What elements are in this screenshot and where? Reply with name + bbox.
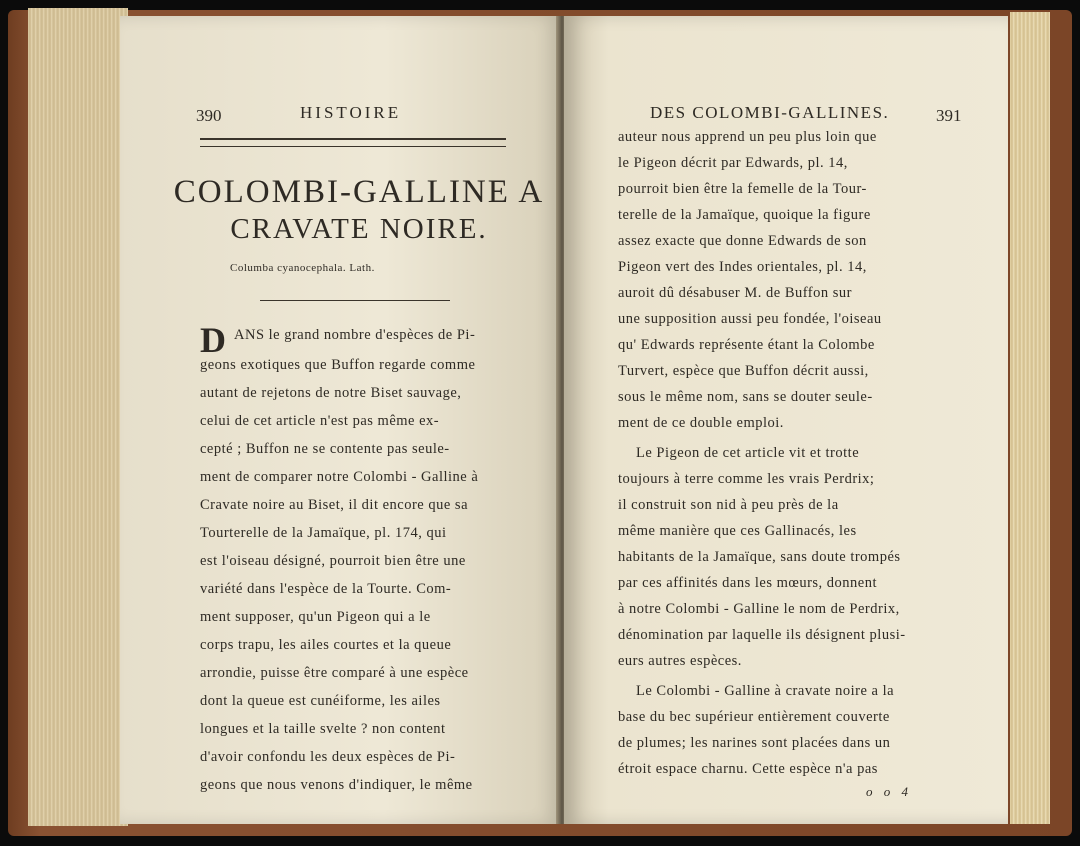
text-line: à notre Colombi - Galline le nom de Perdrix, — [618, 601, 900, 617]
left-page-edges — [28, 8, 128, 826]
text-line: geons exotiques que Buffon regarde comme — [200, 357, 476, 373]
text-line: par ces affinités dans les mœurs, donnent — [618, 575, 878, 591]
text-line: Cravate noire au Biset, il dit encore que sa — [200, 497, 469, 513]
header-rule-top — [200, 138, 506, 140]
text-line: variété dans l'espèce de la Tourte. Com- — [200, 581, 452, 597]
drop-cap: D — [200, 320, 226, 360]
chapter-title-line2: CRAVATE NOIRE. — [230, 213, 488, 245]
text-line: ANS le grand nombre d'espèces de Pi- — [234, 327, 476, 343]
text-line: auroit dû désabuser M. de Buffon sur — [618, 285, 852, 301]
text-line: Le Colombi - Galline à cravate noire a la — [636, 683, 895, 699]
right-page — [564, 16, 1008, 824]
text-line: pourroit bien être la femelle de la Tour- — [618, 181, 867, 197]
text-line: auteur nous apprend un peu plus loin que — [618, 129, 877, 145]
text-line: ment de comparer notre Colombi - Galline à — [200, 469, 479, 485]
text-line: cepté ; Buffon ne se contente pas seule- — [200, 441, 450, 457]
text-line: terelle de la Jamaïque, quoique la figure — [618, 207, 871, 223]
left-running-head: HISTOIRE — [300, 103, 402, 122]
text-line: eurs autres espèces. — [618, 653, 742, 669]
text-line: corps trapu, les ailes courtes et la queue — [200, 637, 452, 653]
left-page-number: 390 — [196, 106, 222, 125]
text-line: dénomination par laquelle ils désignent plusi- — [618, 627, 906, 643]
signature-mark: o o 4 — [866, 784, 912, 799]
text-line: Le Pigeon de cet article vit et trotte — [636, 445, 860, 461]
chapter-title-line1: COLOMBI-GALLINE A — [173, 174, 545, 210]
latin-name: Columba cyanocephala. Lath. — [230, 262, 375, 274]
text-line: toujours à terre comme les vrais Perdrix; — [618, 471, 875, 487]
text-line: qu' Edwards représente étant la Colombe — [618, 337, 875, 353]
text-line: ment de ce double emploi. — [618, 415, 784, 431]
right-page-edges — [1010, 12, 1050, 824]
text-line: base du bec supérieur entièrement couverte — [618, 709, 890, 725]
text-line: sous le même nom, sans se douter seule- — [618, 389, 873, 405]
right-running-head: DES COLOMBI-GALLINES. — [650, 103, 890, 122]
text-line: il construit son nid à peu près de la — [618, 497, 839, 513]
text-line: celui de cet article n'est pas même ex- — [200, 413, 440, 429]
text-line: autant de rejetons de notre Biset sauvage, — [200, 385, 462, 401]
text-line: assez exacte que donne Edwards de son — [618, 233, 867, 249]
text-line: de plumes; les narines sont placées dans un — [618, 735, 891, 751]
text-line: longues et la taille svelte ? non content — [200, 721, 446, 737]
text-line: Turvert, espèce que Buffon décrit aussi, — [618, 363, 869, 379]
text-line: étroit espace charnu. Cette espèce n'a pas — [618, 761, 878, 777]
right-page-number: 391 — [936, 106, 962, 125]
text-line: ment supposer, qu'un Pigeon qui a le — [200, 609, 431, 625]
text-line: habitants de la Jamaïque, sans doute trompés — [618, 549, 901, 565]
text-line: geons que nous venons d'indiquer, le même — [200, 777, 473, 793]
text-line: Tourterelle de la Jamaïque, pl. 174, qui — [200, 525, 447, 541]
left-page — [120, 16, 560, 824]
text-line: même manière que ces Gallinacés, les — [618, 523, 857, 539]
text-line: le Pigeon décrit par Edwards, pl. 14, — [618, 155, 848, 171]
text-line: d'avoir confondu les deux espèces de Pi- — [200, 749, 456, 765]
text-line: dont la queue est cunéiforme, les ailes — [200, 693, 441, 709]
text-line: est l'oiseau désigné, pourroit bien être une — [200, 553, 466, 569]
title-separator — [260, 300, 450, 301]
text-line: arrondie, puisse être comparé à une espèce — [200, 665, 469, 681]
text-line: une supposition aussi peu fondée, l'oiseau — [618, 311, 882, 327]
header-rule-bottom — [200, 146, 506, 147]
text-line: Pigeon vert des Indes orientales, pl. 14, — [618, 259, 867, 275]
